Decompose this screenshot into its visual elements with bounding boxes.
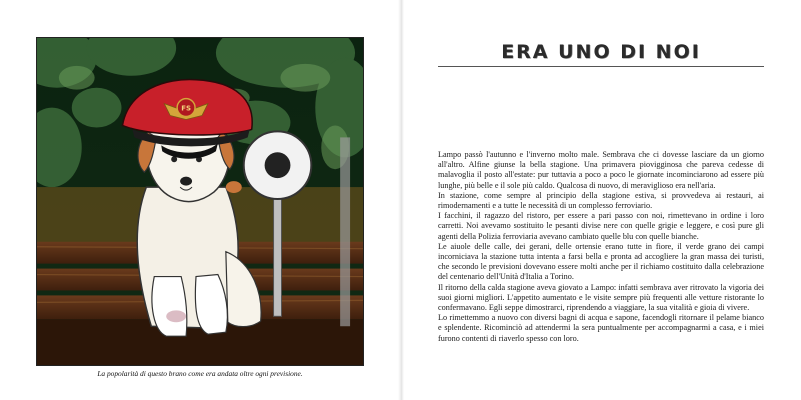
book-gutter [398,0,404,400]
chapter-body [438,150,764,344]
title-divider [438,66,764,67]
paragraph: Lampo passò l'autunno e l'inverno molto male. Sembrava che ci dovesse lasciare da un giorno all'altro. Alfine giunse la bella stagione. Una primavera piovigginosa che pareva cedesse di malavoglia il posto all'estate: pur tuttavia a poco a poco le giornate incominciarono ad essere più lunghe, più belle e il sole più caldo. Qualcosa di nuovo, di meraviglioso era nell'aria. [438,150,764,190]
paragraph: In stazione, come sempre al principio della stagione estiva, si provvedeva ai restauri, ai rimodernamenti e a tutte le necessità di un complesso ferroviario. [438,190,764,211]
chapter-title: ERA UNO DI NOI [501,41,701,63]
paragraph: Lo rimettemmo a nuovo con diversi bagni di acqua e sapone, facendogli ritornare il pelame bianco e splendente. Ricominciò ad attendermi la sera puntualmente per accompagnarmi a casa, e i miei furono contenti di riaverlo spesso con loro. [438,313,764,343]
paragraph: I facchini, il ragazzo del ristoro, per essere a pari passo con noi, rimettevano in ordine i loro carretti. Noi avevamo sostituito le pesanti divise nere con quelle grigie e leggere, e così pure gli agenti della Polizia ferroviaria avevano cambiato quelle blu con quelle bianche. [438,211,764,241]
illustration-caption: La popolarità di questo brano come era andata oltre ogni previsione. [97,369,303,378]
paragraph: Il ritorno della calda stagione aveva giovato a Lampo: infatti sembrava aver ritrovato la vigoria dei suoi giorni migliori. L'appetito aumentato e le visite sempre più frequenti alle vetture ristorante lo confermavano. Egli seppe dimostrarci, riprendendo a viaggiare, la sua vitalità e gioia di vivere. [438,282,764,313]
paragraph: Le aiuole delle calle, dei gerani, delle ortensie erano tutte in fiore, il verde grano dei campi incorniciava la stazione tutta intenta a farsi bella e pronta ad accogliere la gran massa dei turisti, che secondo le previsioni dovevano essere molti anche per il richiamo costituito dalla celebrazione del centenario dell'Unità d'Italia a Torino. [438,241,764,282]
dog-illustration [36,37,364,366]
cap-badge-text: FS [181,104,191,113]
dog-with-cap-image [37,38,363,365]
